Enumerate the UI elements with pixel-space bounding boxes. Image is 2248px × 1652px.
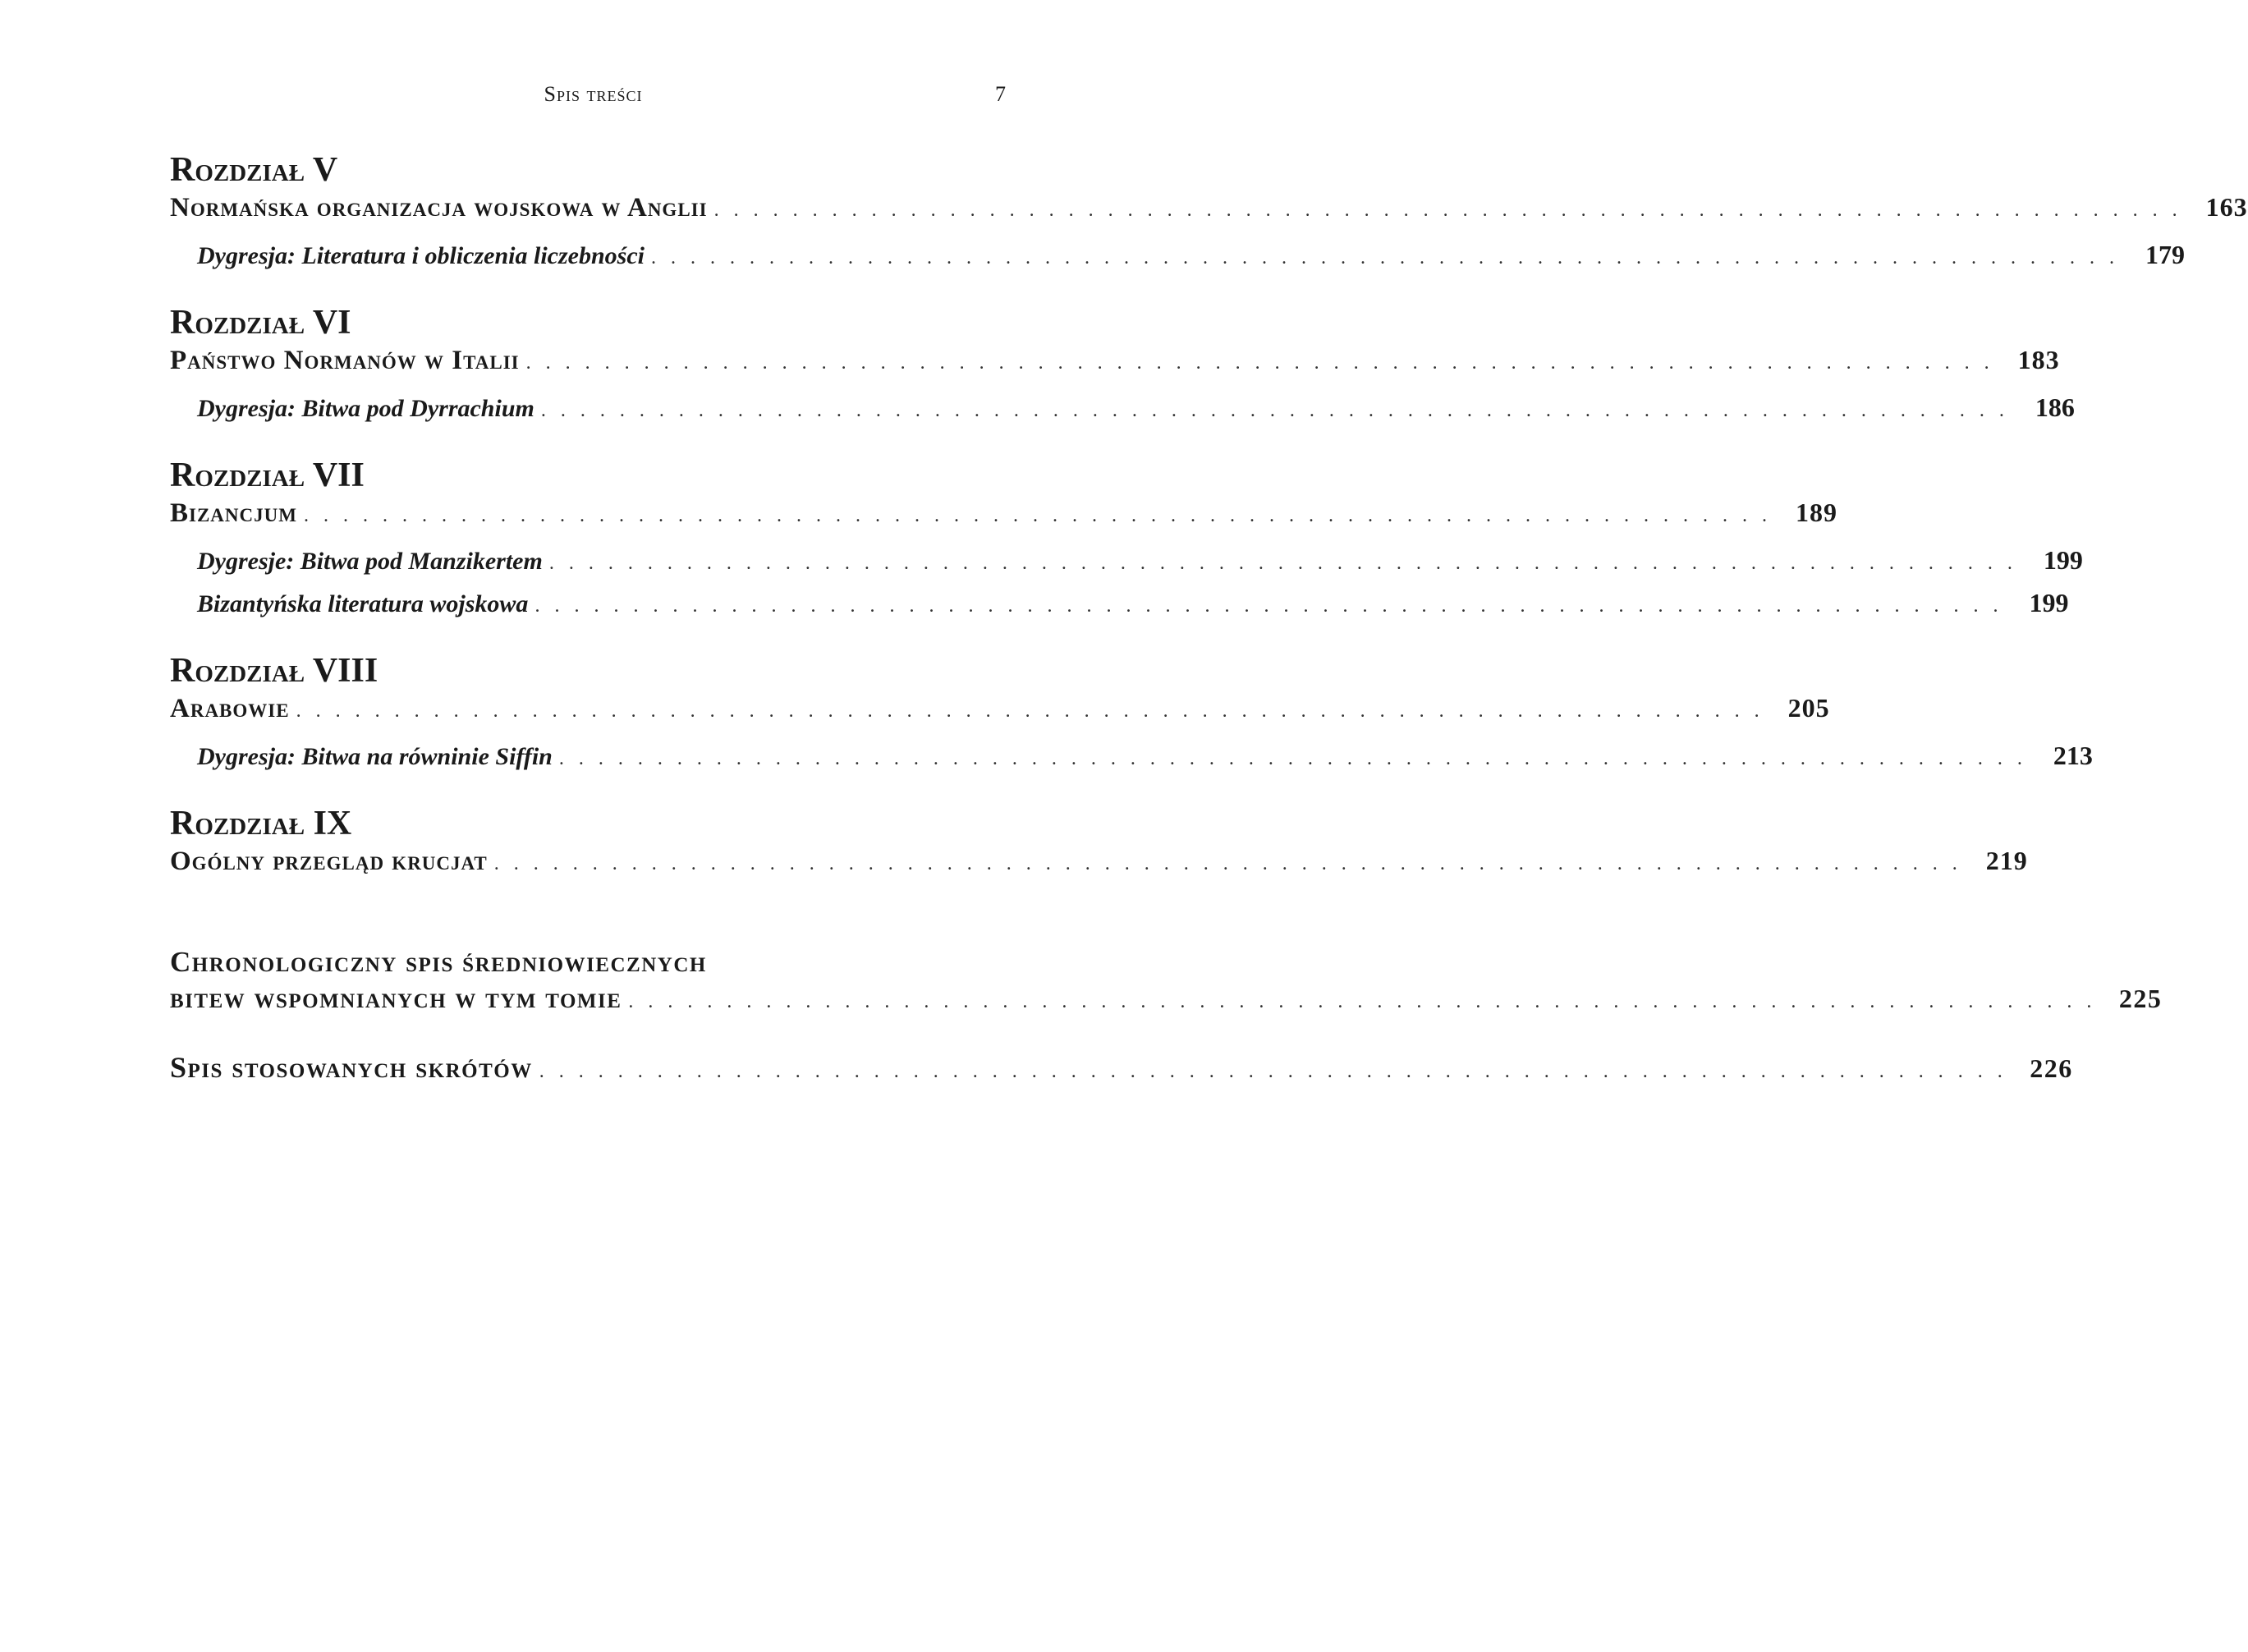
- toc-chapter-viii: [170, 652, 2093, 773]
- chapter-title: Bizancjum: [170, 498, 297, 528]
- toc-chapter-ix: [170, 805, 2028, 879]
- entry-page-number: 205: [1787, 693, 1830, 723]
- toc-subentry[interactable]: [170, 389, 2075, 425]
- dot-leader: . . . . . . . . . . . . . . . . . . . . . . . . . . . . . . . . . . . . . . . . . . . . . . . . . . . . . . . . . . . . . . . . . . . . . . . . . . .: [540, 400, 2009, 421]
- chapter-heading: Rozdział IX: [170, 805, 352, 842]
- chapter-heading: Rozdział VII: [170, 457, 365, 494]
- entry-page-number: 163: [2205, 192, 2248, 222]
- entry-page-number: 179: [2145, 240, 2185, 269]
- appendix-title-line: Spis stosowanych skrótów: [170, 1051, 533, 1084]
- dot-leader: . . . . . . . . . . . . . . . . . . . . . . . . . . . . . . . . . . . . . . . . . . . . . . . . . . . . . . . . . . . . . . . . . . . . . . . . . . .: [650, 247, 2119, 268]
- dot-leader: . . . . . . . . . . . . . . . . . . . . . . . . . . . . . . . . . . . . . . . . . . . . . . . . . . . . . . . . . . . . . . . . . . . . . . . . . . .: [303, 505, 1772, 526]
- dot-leader: . . . . . . . . . . . . . . . . . . . . . . . . . . . . . . . . . . . . . . . . . . . . . . . . . . . . . . . . . . . . . . . . . . . . . . . . . . .: [628, 991, 2097, 1012]
- running-header: [0, 82, 1149, 112]
- table-of-contents: [170, 151, 2248, 1085]
- chapter-title: Państwo Normanów w Italii: [170, 346, 520, 375]
- subentry-title: Bizantyńska literatura wojskowa: [197, 590, 529, 617]
- entry-page-number: 226: [2030, 1053, 2073, 1083]
- toc-entry[interactable]: [170, 342, 2060, 378]
- dot-leader: . . . . . . . . . . . . . . . . . . . . . . . . . . . . . . . . . . . . . . . . . . . . . . . . . . . . . . . . . . . . . . . . . . . . . . . . . . .: [539, 1061, 2007, 1082]
- chapter-heading: Rozdział VI: [170, 304, 351, 342]
- chapter-title: Ogólny przegląd krucjat: [170, 847, 488, 876]
- chapter-title: Normańska organizacja wojskowa w Anglii: [170, 193, 708, 223]
- dot-leader: . . . . . . . . . . . . . . . . . . . . . . . . . . . . . . . . . . . . . . . . . . . . . . . . . . . . . . . . . . . . . . . . . . . . . . . . . . .: [558, 748, 2027, 769]
- entry-page-number: 186: [2035, 392, 2075, 422]
- subentry-title: Dygresja: Bitwa na równinie Siffin: [197, 743, 553, 770]
- toc-chapter-vii: [170, 457, 2083, 621]
- subentry-title: Dygresje: Bitwa pod Manzikertem: [197, 548, 543, 575]
- dot-leader: . . . . . . . . . . . . . . . . . . . . . . . . . . . . . . . . . . . . . . . . . . . . . . . . . . . . . . . . . . . . . . . . . . . . . . . . . . .: [548, 553, 2017, 574]
- entry-page-number: 213: [2053, 741, 2093, 770]
- toc-appendix-abbreviations[interactable]: [170, 1049, 2073, 1085]
- appendix-title-line: bitew wspomnianych w tym tomie: [170, 982, 622, 1014]
- subentry-title: Dygresja: Literatura i obliczenia liczebności: [197, 242, 645, 269]
- toc-entry: [170, 980, 2163, 1016]
- toc-appendix-battles[interactable]: [170, 944, 2163, 1016]
- toc-subentry[interactable]: [170, 585, 2069, 621]
- toc-subentry[interactable]: [170, 542, 2083, 578]
- dot-leader: . . . . . . . . . . . . . . . . . . . . . . . . . . . . . . . . . . . . . . . . . . . . . . . . . . . . . . . . . . . . . . . . . . . . . . . . . . .: [534, 595, 2003, 617]
- toc-subentry[interactable]: [170, 737, 2093, 773]
- chapter-heading: Rozdział VIII: [170, 652, 378, 690]
- entry-page-number: 183: [2017, 345, 2060, 374]
- dot-leader: . . . . . . . . . . . . . . . . . . . . . . . . . . . . . . . . . . . . . . . . . . . . . . . . . . . . . . . . . . . . . . . . . . . . . . . . . . .: [713, 200, 2182, 221]
- toc-entry[interactable]: [170, 842, 2028, 879]
- dot-leader: . . . . . . . . . . . . . . . . . . . . . . . . . . . . . . . . . . . . . . . . . . . . . . . . . . . . . . . . . . . . . . . . . . . . . . . . . . .: [296, 700, 1764, 722]
- page-number: 7: [995, 82, 1006, 106]
- entry-page-number: 219: [1985, 846, 2028, 875]
- entry-page-number: 199: [2043, 545, 2083, 575]
- toc-chapter-vi: [170, 304, 2075, 425]
- entry-page-number: 189: [1795, 498, 1837, 527]
- subentry-title: Dygresja: Bitwa pod Dyrrachium: [197, 395, 534, 422]
- toc-entry[interactable]: [170, 189, 2248, 225]
- toc-chapter-v: [170, 151, 2248, 273]
- chapter-title: Arabowie: [170, 694, 290, 723]
- toc-subentry[interactable]: [170, 236, 2185, 273]
- appendix-title-line: Chronologiczny spis średniowiecznych: [170, 946, 707, 978]
- toc-entry: [170, 1049, 2073, 1085]
- entry-page-number: 225: [2118, 984, 2163, 1013]
- toc-entry[interactable]: [170, 494, 1837, 530]
- dot-leader: . . . . . . . . . . . . . . . . . . . . . . . . . . . . . . . . . . . . . . . . . . . . . . . . . . . . . . . . . . . . . . . . . . . . . . . . . . .: [525, 352, 1994, 374]
- toc-entry[interactable]: [170, 690, 1830, 726]
- dot-leader: . . . . . . . . . . . . . . . . . . . . . . . . . . . . . . . . . . . . . . . . . . . . . . . . . . . . . . . . . . . . . . . . . . . . . . . . . . .: [493, 853, 1962, 874]
- chapter-heading: Rozdział V: [170, 151, 338, 189]
- entry-page-number: 199: [2029, 588, 2069, 617]
- running-title: Spis treści: [544, 82, 643, 106]
